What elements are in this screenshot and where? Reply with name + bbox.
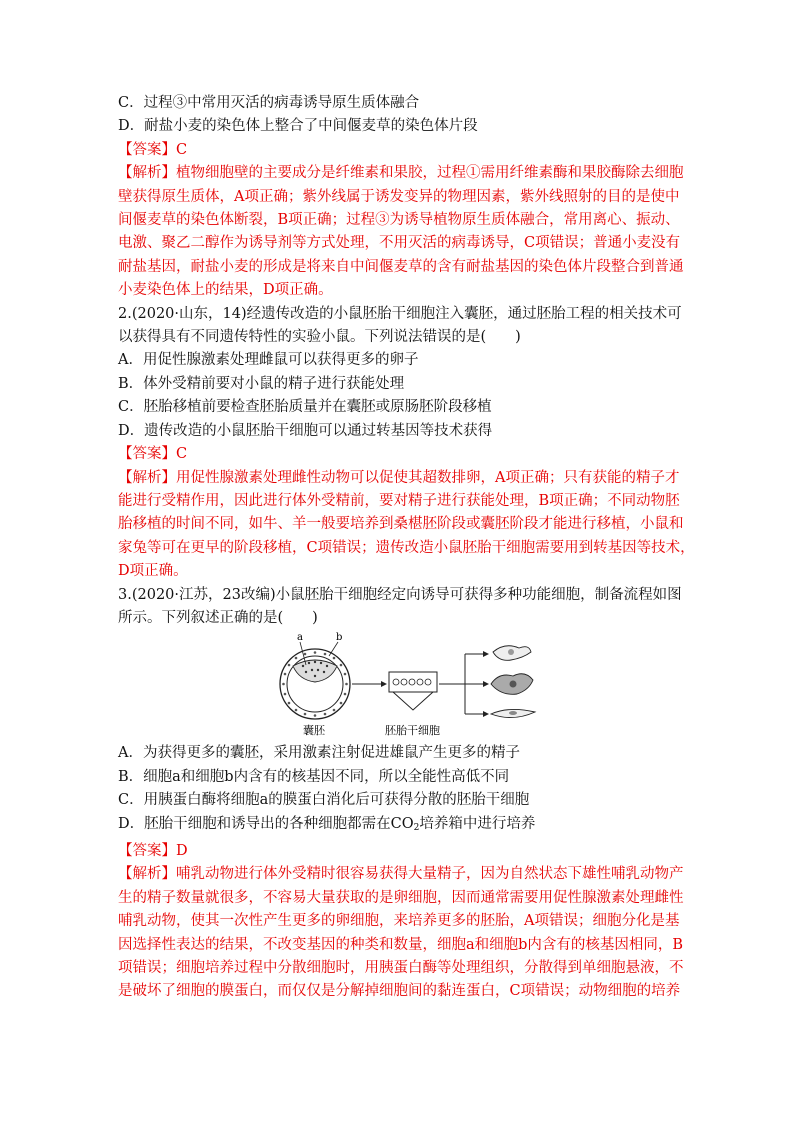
label-b: b [336, 632, 343, 644]
analysis-tag: 【解析】 [118, 165, 176, 182]
q1-option-c: C．过程③中常用灭活的病毒诱导原生质体融合 [118, 95, 420, 111]
q3-option-c: C．用胰蛋白酶将细胞a的膜蛋白消化后可获得分散的胚胎干细胞 [118, 792, 530, 809]
q2-option-a: A．用促性腺激素处理雌鼠可以获得更多的卵子 [118, 352, 419, 369]
subscript: 2 [413, 822, 420, 833]
q1-analysis-line: 壁获得原生质体，A项正确；紫外线属于诱发变异的物理因素，紫外线照射的目的是使中 [118, 188, 680, 205]
q3-analysis-line: 生的精子数量就很多，不容易大量获取的是卵细胞，因而通常需要用促性腺激素处理雌性 [118, 889, 684, 906]
q2-analysis-line: 胎移植的时间不同，如牛、羊一般要培养到桑椹胚阶段或囊胚阶段才能进行移植，小鼠和 [118, 516, 684, 533]
document-page [118, 92, 695, 1004]
q3-answer [118, 840, 690, 863]
label-a: a [297, 632, 303, 644]
q2-analysis-line: D项正确。 [118, 563, 188, 580]
q3-stem-line: 所示。下列叙述正确的是( ) [118, 609, 318, 626]
q2-stem-line: 2.(2020·山东，14)经遗传改造的小鼠胚胎干细胞注入囊胚，通过胚胎工程的相关技术可 [118, 305, 682, 322]
q3-option-a: A．为获得更多的囊胚，采用激素注射促进雄鼠产生更多的精子 [118, 745, 520, 762]
answer-value: D [176, 842, 188, 859]
flow-diagram [273, 632, 543, 738]
q3-analysis-line: 是破坏了细胞的膜蛋白，而仅仅是分解掉细胞间的黏连蛋白，C项错误；动物细胞的培养 [118, 983, 681, 1000]
q2-analysis-line: 【解析】用促性腺激素处理雌性动物可以促使其超数排卵，A项正确；只有获能的精子才 [118, 469, 680, 486]
q1-analysis-line: 间偃麦草的染色体断裂，B项正确；过程③为诱导植物原生质体融合，常用离心、振动、 [118, 212, 680, 229]
caption-blastocyst: 囊胚 [303, 724, 325, 738]
q3-analysis-line: 哺乳动物，使其一次性产生更多的卵细胞，来培养更多的胚胎，A项错误；细胞分化是基 [118, 913, 680, 930]
arrow-1-head [381, 681, 387, 687]
q2-option-b: B．体外受精前要对小鼠的精子进行获能处理 [118, 375, 405, 392]
caption-stem-cells: 胚胎干细胞 [385, 724, 440, 738]
q2-answer [118, 443, 690, 466]
q3-option-b: B．细胞a和细胞b内含有的核基因不同，所以全能性高低不同 [118, 768, 510, 785]
answer-value: C [176, 446, 188, 463]
answer-tag: 【答案】 [118, 141, 176, 158]
q2-option-d: D．遗传改造的小鼠胚胎干细胞可以通过转基因等技术获得 [118, 422, 493, 439]
q3-analysis-line: 【解析】哺乳动物进行体外受精时很容易获得大量精子，因为自然状态下雄性哺乳动物产 [118, 866, 684, 883]
q1-analysis-line: 小麦染色体上的结果，D项正确。 [118, 282, 333, 299]
answer-tag: 【答案】 [118, 842, 176, 859]
q1-analysis-line: 耐盐基因，耐盐小麦的形成是将来自中间偃麦草的含有耐盐基因的染色体片段整合到普通 [118, 258, 684, 275]
q2-analysis-line: 能进行受精作用，因此进行体外受精前，要对精子进行获能处理，B项正确；不同动物胚 [118, 492, 680, 509]
q1-option-d: D．耐盐小麦的染色体上整合了中间偃麦草的染色体片段 [118, 118, 478, 135]
q3-analysis-line: 因选择性表达的结果，不改变基因的种类和数量，细胞a和细胞b内含有的核基因相同，B [118, 936, 684, 953]
answer-value: C [176, 141, 188, 158]
q2-analysis-line: 家兔等可在更早的阶段移植，C项错误；遗传改造小鼠胚胎干细胞需要用到转基因等技术， [118, 539, 695, 556]
analysis-tag: 【解析】 [118, 469, 176, 486]
dish-funnel [393, 692, 433, 710]
answer-tag: 【答案】 [118, 446, 176, 463]
q2-option-c: C．胚胎移植前要检查胚胎质量并在囊胚或原肠胚阶段移植 [118, 399, 492, 416]
analysis-tag: 【解析】 [118, 866, 176, 883]
q2-stem-line: 以获得具有不同遗传特性的实验小鼠。下列说法错误的是( ) [118, 329, 521, 346]
q3-analysis-line: 项错误；细胞培养过程中分散细胞时，用胰蛋白酶等处理组织，分散得到单细胞悬液，不 [118, 960, 684, 976]
stem-cell-figure [118, 632, 690, 738]
q3-option-d: D．胚胎干细胞和诱导出的各种细胞都需在$CO_2$培养箱中进行培养 [118, 815, 536, 833]
q1-analysis-line: 【解析】植物细胞壁的主要成分是纤维素和果胶，过程①需用纤维素酶和果胶酶除去细胞 [118, 165, 684, 182]
q1-answer [118, 139, 690, 162]
q1-analysis-line: 电激、聚乙二醇作为诱导剂等方式处理，不用灭活的病毒诱导，C项错误；普通小麦没有 [118, 235, 681, 252]
q3-stem-line: 3.(2020·江苏，23改编)小鼠胚胎干细胞经定向诱导可获得多种功能细胞，制备流程如图 [118, 586, 682, 603]
